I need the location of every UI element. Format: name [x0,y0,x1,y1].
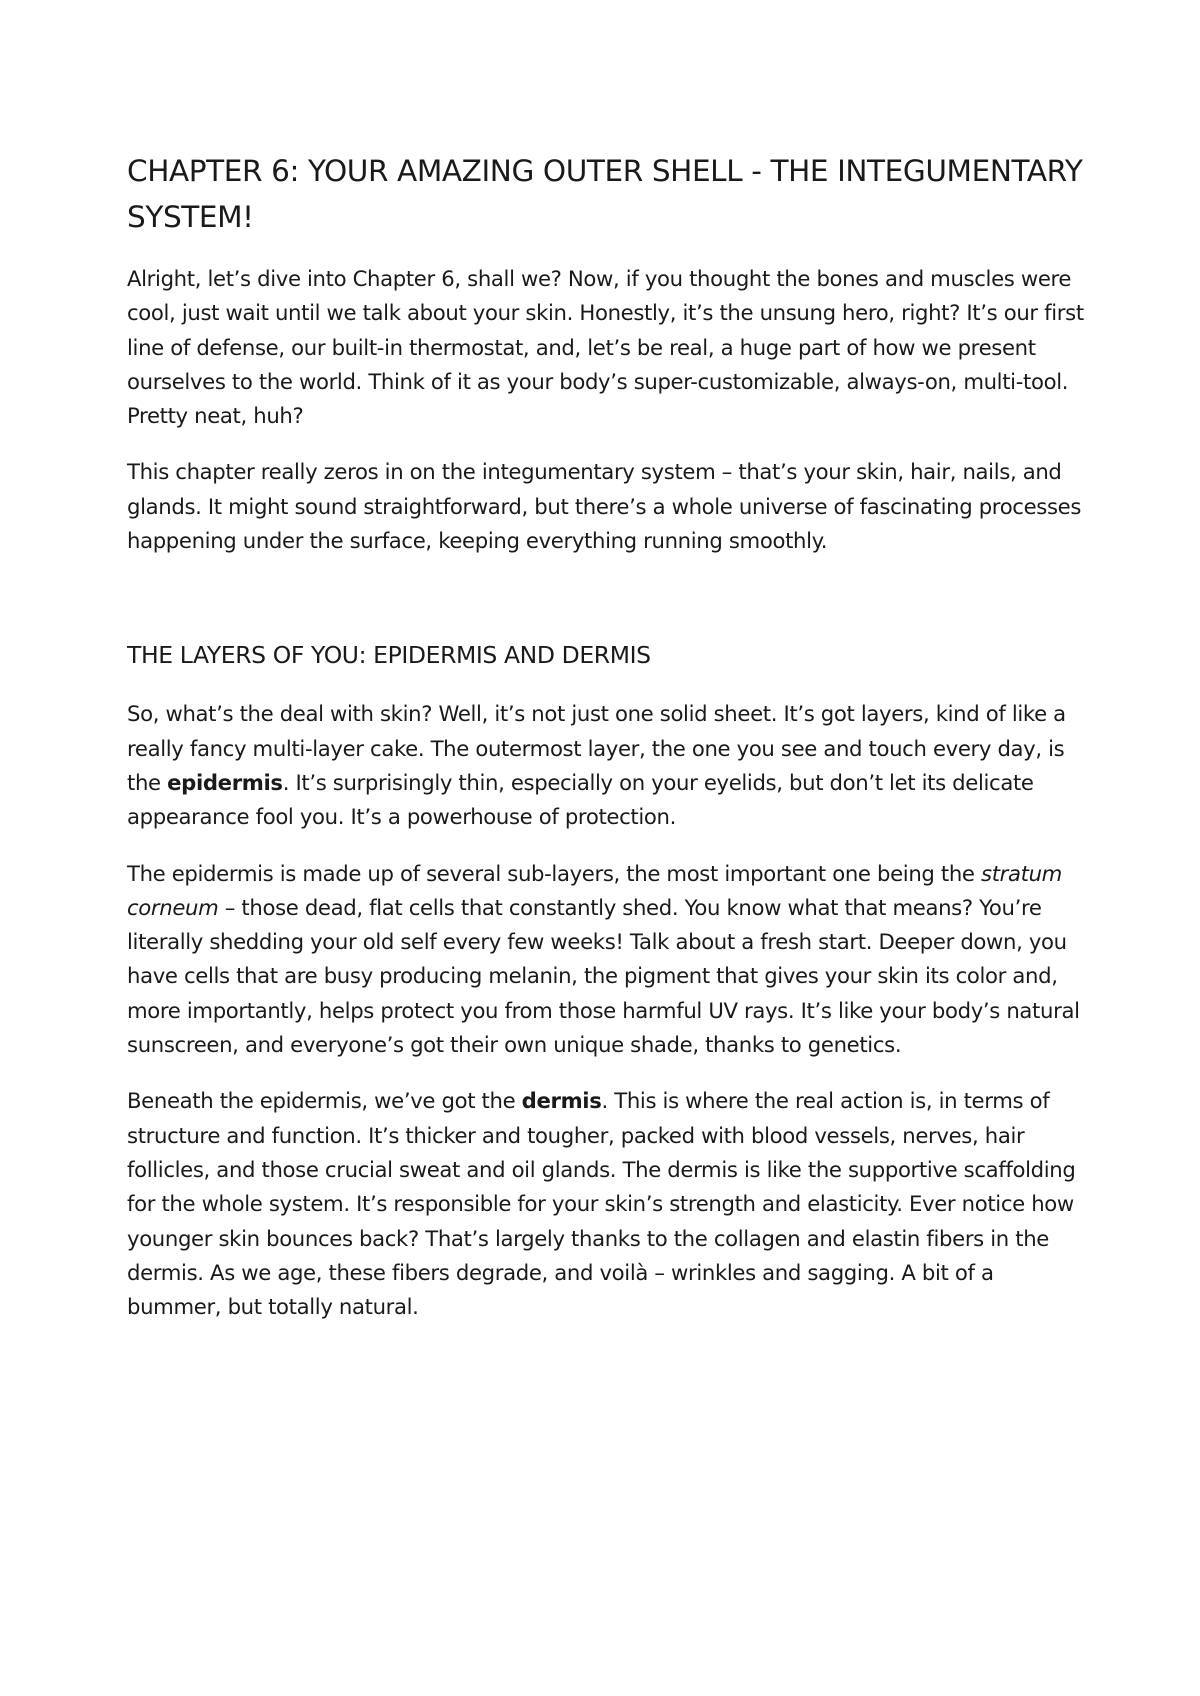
paragraph-text: . This is where the real action is, in terms of structure and function. It’s thicker and tougher, packed with blood vessels, nerves, hair follicles, and those crucial sweat and oil glands. The dermis is like the supportive scaffolding for the whole system. It’s responsible for your skin’s strength and elasticity. Ever notice how younger skin bounces back? That’s largely thanks to the collagen and elastin fibers in the dermis. As we age, these fibers degrade, and voilà – wrinkles and sagging. A bit of a bummer, but totally natural. [127,1088,1076,1320]
paragraph-text: Beneath the epidermis, we’ve got the [127,1088,522,1114]
term-dermis: dermis [521,1088,602,1114]
paragraph-text: – those dead, flat cells that constantly shed. You know what that means? You’re literally shedding your old self every few weeks! Talk about a fresh start. Deeper down, you have cells that are busy producing melanin, the pigment that gives your skin its color and, more importantly, helps protect you from those harmful UV rays. It’s like your body’s natural sunscreen, and everyone’s got their own unique shade, thanks to genetics. [127,894,1080,1058]
chapter-title: CHAPTER 6: YOUR AMAZING OUTER SHELL - THE INTEGUMENTARY SYSTEM! [127,154,1083,234]
term-epidermis: epidermis [167,769,283,795]
paragraph-text: So, what’s the deal with skin? Well, it’s not just one solid sheet. It’s got layers, kind of like a really fancy multi-layer cake. The outermost layer, the one you see and touch every day, is the [127,701,1066,795]
intro-paragraph-1: Alright, let’s dive into Chapter 6, shall we? Now, if you thought the bones and muscles were cool, just wait until we talk about your skin. Honestly, it’s the unsung hero, right? It’s our first line of defense, our built-in thermostat, and, let’s be real, a huge part of how we present ourselves to the world. Think of it as your body’s super-customizable, always-on, multi-tool. Pretty neat, huh? [127,266,1084,429]
stratum-corneum-paragraph [127,857,1087,1063]
epidermis-paragraph [127,697,1087,834]
paragraph-text: . It’s surprisingly thin, especially on your eyelids, but don’t let its delicate appearance fool you. It’s a powerhouse of protection. [127,769,1034,830]
dermis-paragraph [127,1084,1087,1324]
document-page [127,148,1087,1324]
section-title: THE LAYERS OF YOU: EPIDERMIS AND DERMIS [127,641,651,670]
term-stratum-corneum: stratum corneum [127,860,1062,920]
paragraph-text: The epidermis is made up of several sub-layers, the most important one being the [127,860,981,886]
intro-paragraph-2: This chapter really zeros in on the integumentary system – that’s your skin, hair, nails, and glands. It might sound straightforward, but there’s a whole universe of fascinating processes happening under the surface, keeping everything running smoothly. [127,459,1082,554]
